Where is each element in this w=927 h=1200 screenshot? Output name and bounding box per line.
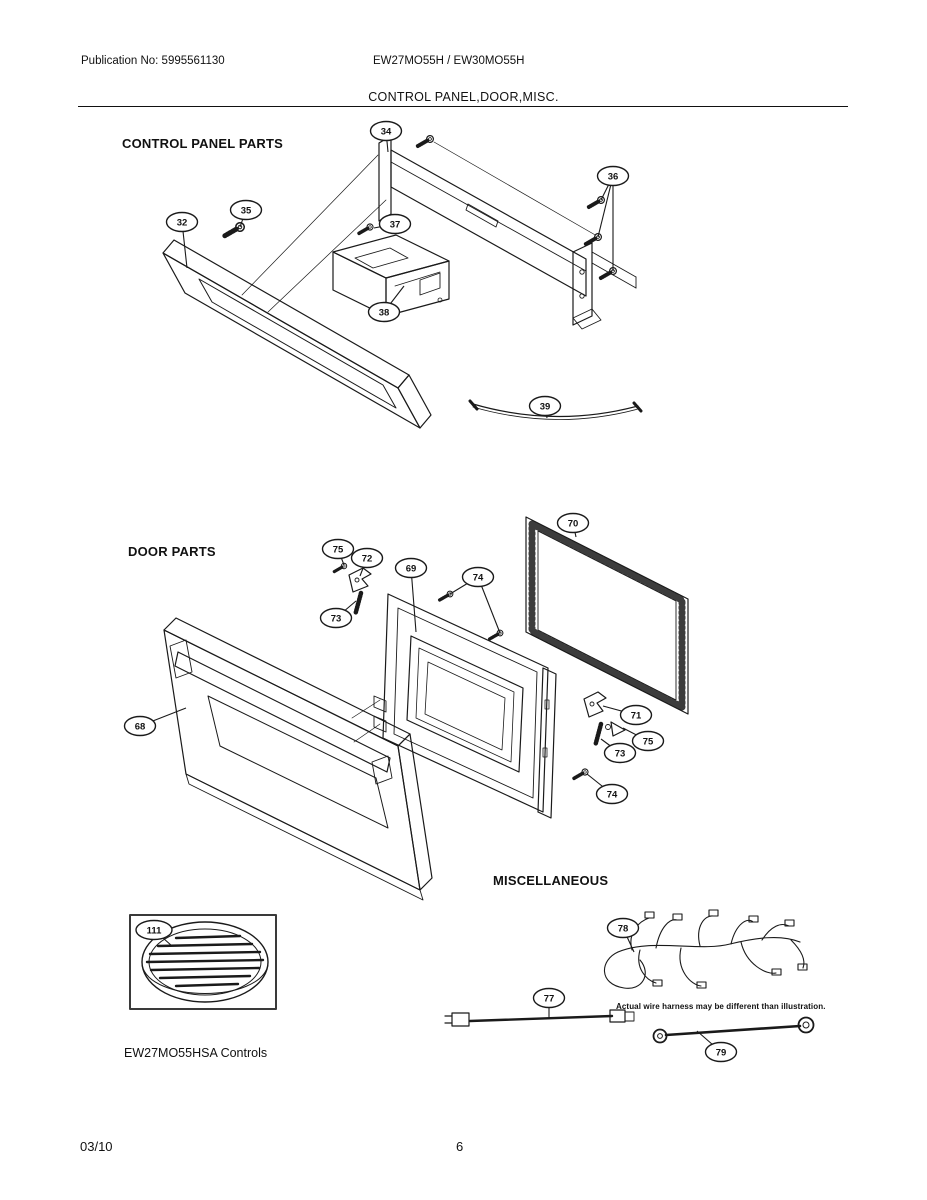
svg-text:34: 34 (380, 126, 392, 138)
svg-text:72: 72 (361, 553, 373, 565)
svg-text:78: 78 (617, 923, 629, 935)
callout-68 (125, 717, 156, 736)
callout-75 (323, 540, 354, 559)
section-heading-door: DOOR PARTS (128, 544, 216, 559)
callout-32 (167, 213, 198, 232)
svg-text:77: 77 (543, 993, 555, 1005)
footer-date: 03/10 (80, 1139, 113, 1154)
harness-note: Actual wire harness may be different than illustration. (616, 1002, 826, 1011)
svg-text:36: 36 (607, 171, 619, 183)
page-title: CONTROL PANEL,DOOR,MISC. (368, 90, 559, 104)
callout-73 (321, 609, 352, 628)
svg-text:39: 39 (539, 401, 551, 413)
svg-text:75: 75 (642, 736, 654, 748)
model-numbers: EW27MO55H / EW30MO55H (373, 55, 525, 67)
svg-text:35: 35 (240, 205, 252, 217)
controls-box-caption: EW27MO55HSA Controls (124, 1046, 268, 1060)
svg-text:75: 75 (332, 544, 344, 556)
callout-79 (706, 1043, 737, 1062)
callout-78 (608, 919, 639, 938)
svg-text:38: 38 (378, 307, 390, 319)
callout-72 (352, 549, 383, 568)
callout-111 (136, 921, 172, 940)
callout-74 (463, 568, 494, 587)
callout-71 (621, 706, 652, 725)
svg-text:32: 32 (176, 217, 188, 229)
callout-70 (558, 514, 589, 533)
svg-text:73: 73 (614, 748, 626, 760)
svg-text:73: 73 (330, 613, 342, 625)
callout-75 (633, 732, 664, 751)
callout-77 (534, 989, 565, 1008)
section-heading-misc: MISCELLANEOUS (493, 873, 609, 888)
callout-74 (597, 785, 628, 804)
callout-39 (530, 397, 561, 416)
svg-text:68: 68 (134, 721, 146, 733)
callout-69 (396, 559, 427, 578)
svg-text:37: 37 (389, 219, 401, 231)
callout-36 (598, 167, 629, 186)
svg-text:111: 111 (146, 925, 162, 937)
svg-text:74: 74 (606, 789, 618, 801)
svg-text:69: 69 (405, 563, 417, 575)
publication-number: Publication No: 5995561130 (81, 55, 225, 67)
svg-text:74: 74 (472, 572, 484, 584)
svg-text:70: 70 (567, 518, 579, 530)
footer-page-number: 6 (456, 1139, 464, 1154)
callout-34 (371, 122, 402, 141)
callout-37 (380, 215, 411, 234)
callout-38 (369, 303, 400, 322)
svg-text:71: 71 (630, 710, 642, 722)
callout-73 (605, 744, 636, 763)
section-heading-control-panel: CONTROL PANEL PARTS (122, 136, 284, 151)
callout-35 (231, 201, 262, 220)
svg-text:79: 79 (715, 1047, 727, 1059)
